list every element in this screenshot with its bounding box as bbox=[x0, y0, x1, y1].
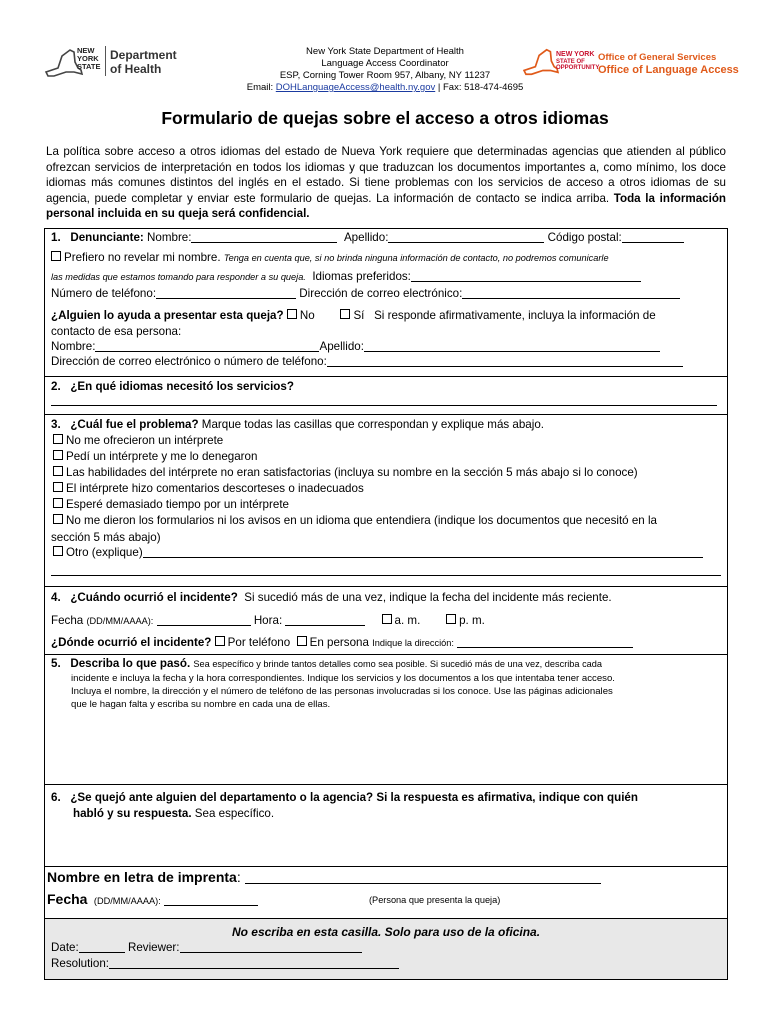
page-title: Formulario de quejas sobre el acceso a otros idiomas bbox=[161, 108, 609, 128]
doh-logo bbox=[44, 44, 194, 84]
section-2 bbox=[44, 376, 728, 415]
logo-state-text: OPPORTUNITY. bbox=[556, 65, 601, 71]
s1-helper-contact-row: Dirección de correo electrónico o número de teléfono: bbox=[51, 355, 683, 368]
s2-question: 2. ¿En qué idiomas necesitó los servicios? bbox=[51, 380, 294, 393]
logo-office-text: Office of Language Access bbox=[598, 64, 739, 76]
sig-date-row: Fecha (DD/MM/AAAA): bbox=[47, 891, 258, 907]
ny-state-map-icon bbox=[522, 46, 560, 78]
logo-state-text: NEW bbox=[77, 46, 95, 55]
print-name-field[interactable] bbox=[245, 871, 601, 884]
correo-field[interactable] bbox=[462, 288, 680, 299]
s6-question: 6. ¿Se quejó ante alguien del departamento o la agencia? Si la respuesta es afirmativa, indique con quién bbox=[51, 791, 638, 804]
ogs-logo bbox=[522, 46, 752, 82]
otro-checkbox[interactable] bbox=[53, 546, 63, 556]
idiomas-field[interactable] bbox=[411, 271, 641, 282]
incident-time-field[interactable] bbox=[285, 615, 365, 626]
header-line: ESP, Corning Tower Room 957, Albany, NY 11237 bbox=[279, 70, 491, 81]
s4-where-row: ¿Dónde ocurrió el incidente? Por teléfono En persona Indique la dirección: bbox=[51, 636, 633, 649]
otro-field[interactable] bbox=[143, 547, 703, 558]
signature-section bbox=[44, 866, 728, 919]
s1-helper-name-row: Nombre: Apellido: bbox=[51, 340, 660, 353]
sig-name-row: Nombre en letra de imprenta: bbox=[47, 869, 601, 885]
office-date-row: Date: Reviewer: bbox=[51, 941, 362, 954]
persona-checkbox[interactable] bbox=[297, 636, 307, 646]
logo-state-text: STATE OF bbox=[556, 58, 585, 65]
header-email-line: Email: DOHLanguageAccess@health.ny.gov | Fax: 518-474-4695 bbox=[246, 82, 524, 93]
telefono-checkbox[interactable] bbox=[215, 636, 225, 646]
section-1 bbox=[44, 228, 728, 377]
s1-name-row: 1. Denunciante: Nombre: Apellido: Código postal: bbox=[51, 231, 684, 244]
s3-option: Pedí un intérprete y me lo denegaron bbox=[53, 450, 257, 463]
office-use-box bbox=[44, 918, 728, 980]
incident-address-field[interactable] bbox=[457, 637, 633, 648]
section-6 bbox=[44, 784, 728, 867]
describa-textarea[interactable] bbox=[71, 719, 721, 781]
sig-date-field[interactable] bbox=[164, 895, 258, 906]
logo-dept-text: of Health bbox=[110, 62, 162, 76]
s1-phone-row: Número de teléfono: Dirección de correo electrónico: bbox=[51, 287, 680, 300]
apellido-field[interactable] bbox=[388, 232, 544, 243]
problem-checkbox[interactable] bbox=[53, 450, 63, 460]
incident-date-field[interactable] bbox=[157, 615, 251, 626]
nombre-field[interactable] bbox=[191, 232, 337, 243]
logo-state-text: NEW YORK bbox=[556, 51, 595, 58]
office-resolution-row: Resolution: bbox=[51, 957, 399, 970]
s1-help-row: ¿Alguien lo ayuda a presentar esta queja? No Sí Si responde afirmativamente, incluya la información de bbox=[51, 309, 656, 322]
header-line: Language Access Coordinator bbox=[321, 58, 449, 69]
office-date-field[interactable] bbox=[79, 942, 125, 953]
logo-office-text: Office of General Services bbox=[598, 52, 717, 63]
s3-option: No me ofrecieron un intérprete bbox=[53, 434, 223, 447]
prefiero-checkbox[interactable] bbox=[51, 251, 61, 261]
section-3 bbox=[44, 414, 728, 587]
s5-instructions: incidente e incluya la fecha y la hora correspondientes. Indique los servicios y los documentos a los que intentaba tener acceso. Incluya el nombre, la dirección y el número de teléfono de las personas involucradas si los conoce. Use las páginas adicionales que le hagan falta y escriba su nombre en cada una de ellas. bbox=[71, 673, 615, 710]
intro-paragraph: La política sobre acceso a otros idiomas del estado de Nueva York requiere que determinadas agencias que atienden al público ofrezcan servicios de interpretación en todos los idiomas y que traduzcan los documentos importantes a, como mínimo, los doce idiomas más comunes distintos del inglés en el estado. Si tiene problemas con los servicios de acceso a otros idiomas de su agencia, puede completar y enviar este formulario de quejas. La información de contacto se indica arriba. Toda la información personal incluida en su queja será confidencial. bbox=[46, 145, 726, 221]
office-title: No escriba en esta casilla. Solo para uso de la oficina. bbox=[231, 925, 541, 939]
s3-option: Esperé demasiado tiempo por un intérprete bbox=[53, 498, 289, 511]
helper-apellido-field[interactable] bbox=[364, 341, 660, 352]
sig-persona-label: (Persona que presenta la queja) bbox=[369, 895, 501, 905]
s1-contacto-label: contacto de esa persona: bbox=[51, 325, 182, 338]
ayuda-si-checkbox[interactable] bbox=[340, 309, 350, 319]
telefono-field[interactable] bbox=[156, 288, 296, 299]
helper-nombre-field[interactable] bbox=[95, 341, 319, 352]
problem-checkbox[interactable] bbox=[53, 434, 63, 444]
queja-previa-textarea[interactable] bbox=[71, 823, 721, 863]
problem-checkbox[interactable] bbox=[53, 482, 63, 492]
s3-otro-row: Otro (explique) bbox=[53, 546, 703, 559]
s5-question: 5. Describa lo que pasó. Sea específico y brinde tantos detalles como sea posible. Si sucedió más de una vez, describa cada bbox=[51, 657, 602, 670]
codigo-postal-field[interactable] bbox=[622, 232, 684, 243]
s3-question: 3. ¿Cuál fue el problema? Marque todas las casillas que correspondan y explique más abajo. bbox=[51, 418, 544, 431]
ayuda-no-checkbox[interactable] bbox=[287, 309, 297, 319]
resolution-field[interactable] bbox=[109, 958, 399, 969]
am-checkbox[interactable] bbox=[382, 614, 392, 624]
section-5 bbox=[44, 654, 728, 785]
s4-question: 4. ¿Cuándo ocurrió el incidente? Si sucedió más de una vez, indique la fecha del incidente más reciente. bbox=[51, 591, 612, 604]
s3-option: Las habilidades del intérprete no eran satisfactorias (incluya su nombre en la sección 5 más abajo si lo conoce) bbox=[53, 466, 638, 479]
logo-state-text: YORK bbox=[77, 54, 99, 63]
reviewer-field[interactable] bbox=[180, 942, 362, 953]
s4-date-row: Fecha (DD/MM/AAAA): Hora: a. m. p. m. bbox=[51, 614, 485, 627]
header-line: New York State Department of Health bbox=[306, 46, 464, 57]
problem-checkbox[interactable] bbox=[53, 498, 63, 508]
s6-question-cont: habló y su respuesta. Sea específico. bbox=[73, 807, 275, 820]
logo-dept-text: Department bbox=[110, 48, 177, 62]
problem-checkbox[interactable] bbox=[53, 466, 63, 476]
otro-field-line2[interactable] bbox=[51, 565, 721, 576]
section-4 bbox=[44, 586, 728, 655]
pm-checkbox[interactable] bbox=[446, 614, 456, 624]
logo-state-text: STATE bbox=[77, 62, 101, 71]
s3-option-cont: sección 5 más abajo) bbox=[51, 531, 161, 544]
s1-anon-row: Prefiero no revelar mi nombre. Tenga en cuenta que, si no brinda ninguna información de contacto, no podremos comunicarle bbox=[51, 251, 609, 264]
helper-contact-field[interactable] bbox=[327, 356, 683, 367]
s3-option: El intérprete hizo comentarios descorteses o inadecuados bbox=[53, 482, 364, 495]
s1-idiomas-row: las medidas que estamos tomando para responder a su queja. Idiomas preferidos: bbox=[51, 270, 641, 283]
s3-option: No me dieron los formularios ni los avisos en un idioma que entendiera (indique los documentos que necesitó en la bbox=[53, 514, 657, 527]
idiomas-necesitados-field[interactable] bbox=[51, 395, 717, 406]
problem-checkbox[interactable] bbox=[53, 514, 63, 524]
email-link[interactable]: DOHLanguageAccess@health.ny.gov bbox=[275, 82, 436, 93]
